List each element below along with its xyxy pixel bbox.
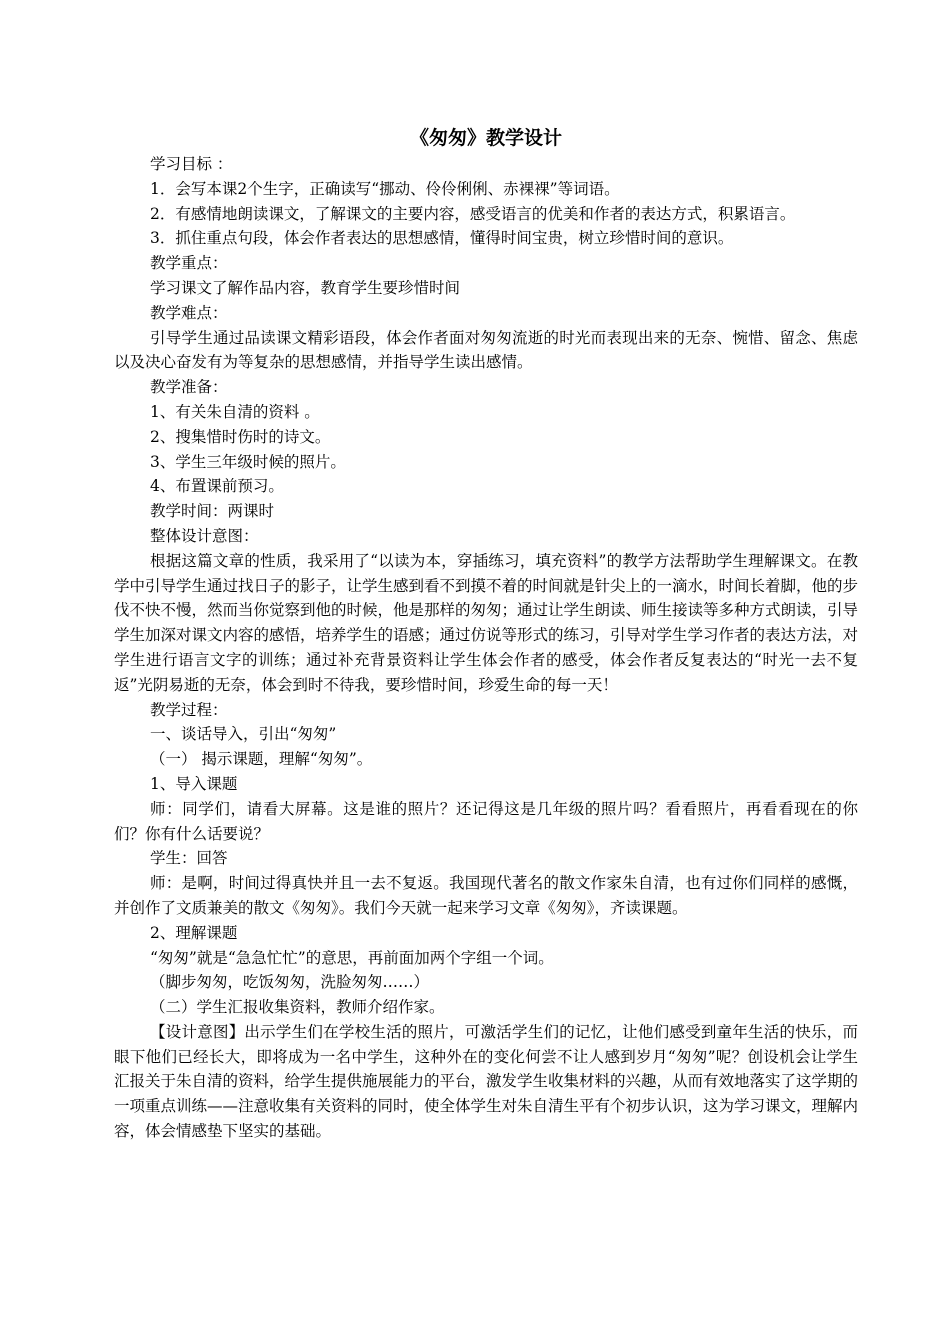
paragraph-design-intent: 根据这篇文章的性质，我采用了“以读为本，穿插练习，填充资料”的教学方法帮助学生理解课文。在教学中引导学生通过找日子的影子，让学生感到看不到摸不着的时间就是针尖上的一滴水，时间长着脚，他的步伐不快不慢，然而当你觉察到他的时候，他是那样的匆匆；通过让学生朗读、师生接读等多种方式朗读，引导学生加深对课文内容的感悟，培养学生的语感；通过仿说等形式的练习，引导对学生学习作者的表达方法，对学生进行语言文字的训练；通过补充背景资料让学生体会作者的感受，体会作者反复表达的“时光一去不复返”光阴易逝的无奈，体会到时不待我，要珍惜时间，珍爱生命的每一天！ <box>114 551 859 694</box>
paragraph-preparation-1: 1、有关朱自清的资料 。 <box>150 402 320 421</box>
paragraph-goal-3: 3．抓住重点句段，体会作者表达的思想感情，懂得时间宝贵，树立珍惜时间的意识。 <box>150 229 734 248</box>
paragraph-difficulties-heading: 教学难点： <box>150 303 228 322</box>
paragraph-goal-1: 1．会写本课2个生字，正确读写“挪动、伶伶俐俐、赤裸裸”等词语。 <box>150 179 620 198</box>
paragraph-step-2: 2、理解课题 <box>150 923 238 942</box>
paragraph-preparation-heading: 教学准备： <box>150 378 228 397</box>
paragraph-goal-2: 2．有感情地朗读课文，了解课文的主要内容，感受语言的优美和作者的表达方式，积累语言。 <box>150 204 796 223</box>
paragraph-section-1: 一、谈话导入，引出“匆匆” <box>150 725 337 744</box>
document-title: 《匆匆》教学设计 <box>409 127 562 149</box>
paragraph-examples: （脚步匆匆，吃饭匆匆，洗脸匆匆……） <box>150 973 430 992</box>
paragraph-subsection-2: （二）学生汇报收集资料，教师介绍作家。 <box>150 998 445 1017</box>
paragraph-preparation-4: 4、布置课前预习。 <box>150 477 284 496</box>
document-body <box>114 152 858 1144</box>
paragraph-difficulties: 引导学生通过品读课文精彩语段，体会作者面对匆匆流逝的时光而表现出来的无奈、惋惜、留念、焦虑以及决心奋发有为等复杂的思想感情，并指导学生读出感情。 <box>114 328 858 372</box>
paragraph-design-intent-heading: 整体设计意图： <box>150 526 259 545</box>
paragraph-design-note: 【设计意图】出示学生们在学校生活的照片，可激活学生们的记忆，让他们感受到童年生活的快乐，而眼下他们已经长大，即将成为一名中学生，这种外在的变化何尝不让人感到岁月“匆匆”呢？创设机会让学生汇报关于朱自清的资料，给学生提供施展能力的平台，激发学生收集材料的兴趣，从而有效地落实了这学期的一项重点训练——注意收集有关资料的同时，使全体学生对朱自清生平有个初步认识，这为学习课文，理解内容，体会情感垫下坚实的基础。 <box>114 1022 859 1141</box>
paragraph-student-1: 学生：回答 <box>150 849 228 868</box>
paragraph-teacher-1: 师：同学们，请看大屏幕。这是谁的照片？还记得这是几年级的照片吗？看看照片，再看看现在的你们？你有什么话要说？ <box>114 799 858 843</box>
paragraph-meaning: “匆匆”就是“急急忙忙”的意思，再前面加两个字组一个词。 <box>150 948 554 967</box>
paragraph-preparation-3: 3、学生三年级时候的照片。 <box>150 452 346 471</box>
paragraph-process-heading: 教学过程： <box>150 700 228 719</box>
document-page <box>114 124 858 1144</box>
paragraph-key-points: 学习课文了解作品内容，教育学生要珍惜时间 <box>150 278 461 297</box>
paragraph-teacher-2: 师：是啊，时间过得真快并且一去不复返。我国现代著名的散文作家朱自清，也有过你们同样的感慨，并创作了文质兼美的散文《匆匆》。我们今天就一起来学习文章《匆匆》，齐读课题。 <box>114 874 858 917</box>
paragraph-step-1: 1、导入课题 <box>150 774 238 793</box>
paragraph-learning-goals-heading: 学习目标 ： <box>150 155 233 173</box>
paragraph-subsection-1: （一） 揭示课题，理解“匆匆”。 <box>150 750 373 769</box>
paragraph-key-points-heading: 教学重点： <box>150 254 228 273</box>
paragraph-preparation-2: 2、搜集惜时伤时的诗文。 <box>150 427 331 446</box>
paragraph-teaching-time: 教学时间：两课时 <box>150 502 275 521</box>
